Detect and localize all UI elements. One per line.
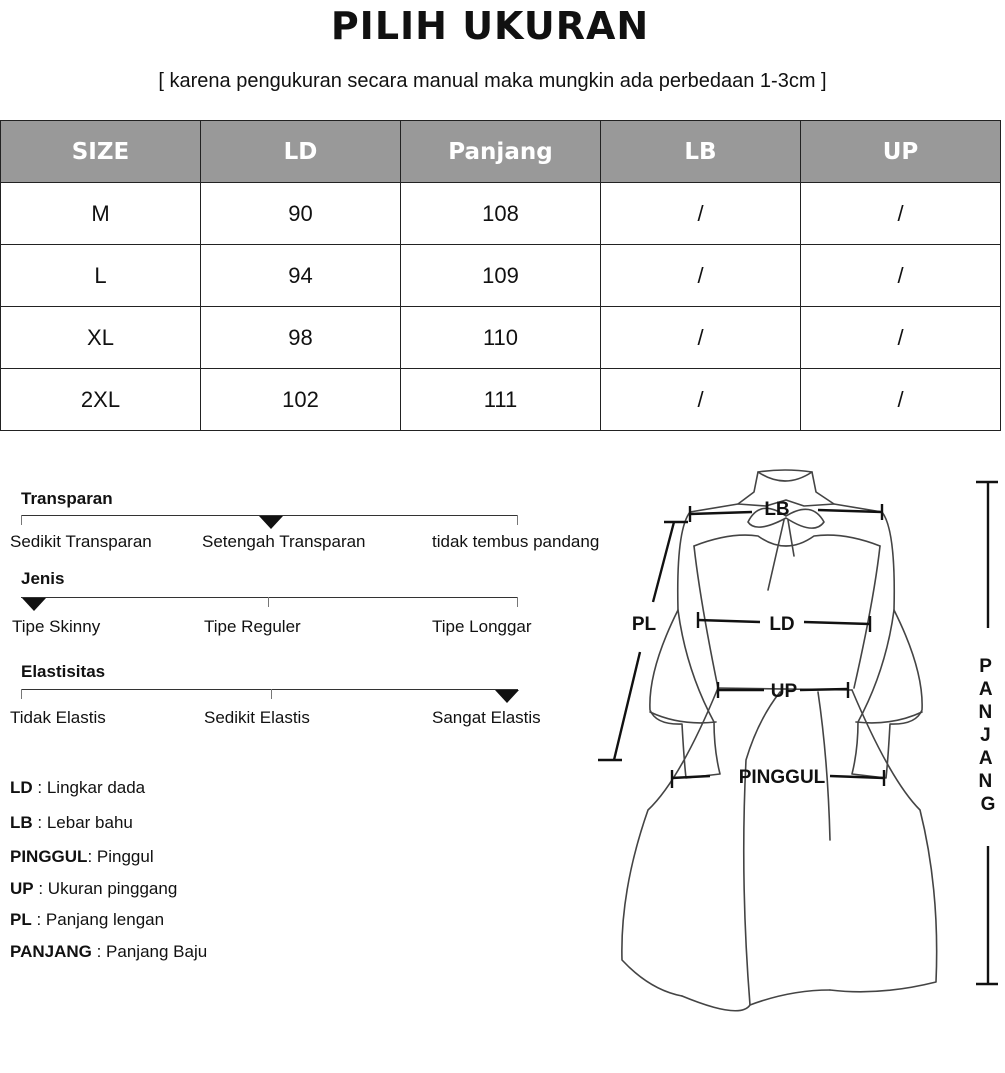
table-cell: 98 — [201, 307, 401, 369]
legend-item — [10, 942, 207, 962]
table-row — [1, 245, 1001, 307]
scale-option: Tipe Skinny — [12, 617, 101, 636]
legend-abbr: PL — [10, 910, 32, 929]
label-up: UP — [770, 681, 798, 702]
table-cell: 111 — [401, 369, 601, 431]
table-cell: L — [1, 245, 201, 307]
dress-diagram — [590, 460, 1005, 1050]
column-header-size: SIZE — [1, 121, 201, 183]
table-cell: M — [1, 183, 201, 245]
scale-title: Transparan — [21, 489, 113, 508]
scale-marker-icon — [259, 516, 283, 529]
legend-text: Pinggul — [96, 847, 154, 866]
table-cell: / — [801, 369, 1001, 431]
table-cell: 102 — [201, 369, 401, 431]
scale-title: Elastisitas — [21, 662, 106, 681]
scale-option: Tidak Elastis — [10, 708, 106, 727]
table-row — [1, 369, 1001, 431]
scale-line — [21, 689, 518, 690]
scale-marker-icon — [495, 690, 519, 703]
legend-abbr: UP — [10, 879, 34, 898]
scale-marker-icon — [22, 598, 46, 611]
table-cell: / — [601, 369, 801, 431]
legend-text: Lingkar dada — [46, 778, 146, 797]
legend-text: Ukuran pinggang — [47, 879, 178, 898]
legend-sep: : — [87, 847, 97, 866]
table-cell: 2XL — [1, 369, 201, 431]
scale-option: Setengah Transparan — [202, 532, 366, 551]
table-cell: / — [801, 245, 1001, 307]
scale-tick — [517, 515, 518, 525]
page-subtitle: [ karena pengukuran secara manual maka mungkin ada perbedaan 1-3cm ] — [158, 70, 827, 92]
scale-option: Sangat Elastis — [432, 708, 541, 727]
page-title: PILIH UKURAN — [330, 4, 650, 48]
table-cell: 108 — [401, 183, 601, 245]
scale-tick — [21, 515, 22, 525]
table-row — [1, 307, 1001, 369]
table-cell: 110 — [401, 307, 601, 369]
label-lb: LB — [764, 499, 790, 520]
table-cell: 90 — [201, 183, 401, 245]
dress-illustration — [622, 470, 937, 1011]
table-cell: 94 — [201, 245, 401, 307]
scale-line — [21, 597, 518, 598]
scale-option: Sedikit Elastis — [204, 708, 310, 727]
column-header-ld: LD — [201, 121, 401, 183]
table-row — [1, 183, 1001, 245]
legend-text: Panjang lengan — [45, 910, 165, 929]
scale-tick — [517, 597, 518, 607]
label-ld: LD — [769, 614, 795, 635]
legend-sep: : — [31, 910, 46, 929]
table-cell: / — [601, 307, 801, 369]
legend-abbr: LB — [10, 813, 33, 832]
scale-tick — [268, 597, 269, 607]
table-cell: / — [801, 307, 1001, 369]
column-header-up: UP — [801, 121, 1001, 183]
legend-sep: : — [32, 813, 47, 832]
legend-item — [10, 813, 133, 833]
legend-sep: : — [91, 942, 107, 961]
table-cell: 109 — [401, 245, 601, 307]
scale-title: Jenis — [21, 569, 65, 588]
legend-abbr: PANJANG — [10, 942, 92, 961]
legend-item — [10, 778, 145, 798]
size-table — [0, 120, 1001, 431]
scale-option: Tipe Reguler — [204, 617, 301, 636]
scale-option: Sedikit Transparan — [10, 532, 152, 551]
column-header-lb: LB — [601, 121, 801, 183]
legend-item — [10, 879, 177, 899]
size-table-header-row — [1, 121, 1001, 183]
label-pl: PL — [631, 614, 657, 635]
legend-sep: : — [32, 778, 47, 797]
legend-abbr: LD — [10, 778, 33, 797]
label-pinggul: PINGGUL — [738, 767, 826, 788]
legend-text: Lebar bahu — [46, 813, 133, 832]
scale-option: Tipe Longgar — [432, 617, 532, 636]
measurement-lines — [598, 482, 998, 984]
legend-sep: : — [33, 879, 48, 898]
scale-tick — [271, 689, 272, 699]
column-header-panjang: Panjang — [401, 121, 601, 183]
legend-item — [10, 847, 154, 867]
table-cell: / — [601, 183, 801, 245]
scale-tick — [21, 689, 22, 699]
label-panjang-vertical: P A N J A N G — [978, 656, 996, 815]
legend-abbr: PINGGUL — [10, 847, 88, 866]
table-cell: / — [801, 183, 1001, 245]
legend-item — [10, 910, 164, 930]
legend-text: Panjang Baju — [106, 942, 208, 961]
scale-option: tidak tembus pandang — [432, 532, 600, 551]
table-cell: / — [601, 245, 801, 307]
table-cell: XL — [1, 307, 201, 369]
